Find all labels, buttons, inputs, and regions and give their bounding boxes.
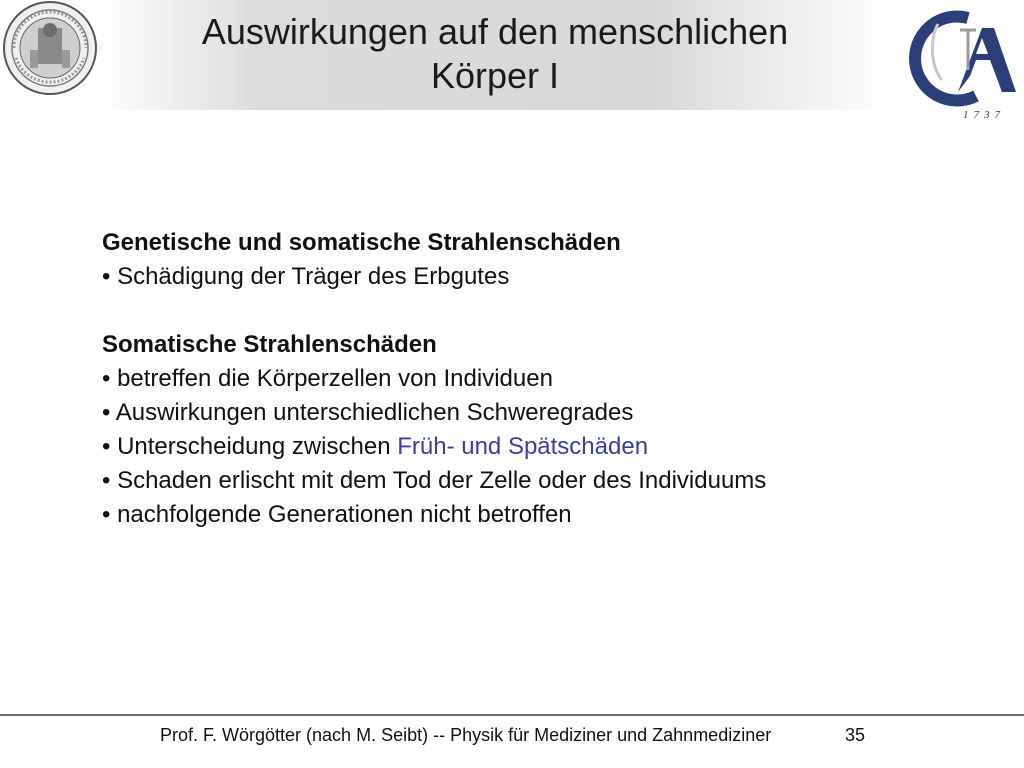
section2-bullet: • Auswirkungen unterschiedlichen Schweregrades <box>102 399 634 426</box>
distinction-bullet <box>102 430 982 464</box>
section2-bullet: • nachfolgende Generationen nicht betroffen <box>102 501 572 528</box>
section2-bullet: • betreffen die Körperzellen von Individuen <box>102 365 553 392</box>
section1-heading: Genetische und somatische Strahlenschäden <box>102 229 621 256</box>
section2-bullet: • Schaden erlischt mit dem Tod der Zelle oder des Individuums <box>102 467 767 494</box>
distinction-highlight: Früh- und Spätschäden <box>397 433 649 460</box>
slide-title <box>100 10 890 98</box>
page-number: 35 <box>845 725 866 745</box>
slide-content <box>102 226 982 532</box>
georgia-augusta-logo-icon <box>898 4 1020 124</box>
university-seal-icon <box>0 0 100 100</box>
title-line-2: Körper I <box>430 55 560 96</box>
distinction-prefix: • Unterscheidung zwischen <box>102 433 398 460</box>
footer-divider <box>0 714 1024 716</box>
title-line-1: Auswirkungen auf den menschlichen <box>201 11 789 52</box>
logo-year: 1737 <box>963 109 1005 121</box>
section2-heading: Somatische Strahlenschäden <box>102 331 437 358</box>
footer-text: Prof. F. Wörgötter (nach M. Seibt) -- Physik für Mediziner und Zahnmediziner <box>160 725 772 745</box>
spacer <box>102 294 982 328</box>
section1-bullet: • Schädigung der Träger des Erbgutes <box>102 263 510 290</box>
